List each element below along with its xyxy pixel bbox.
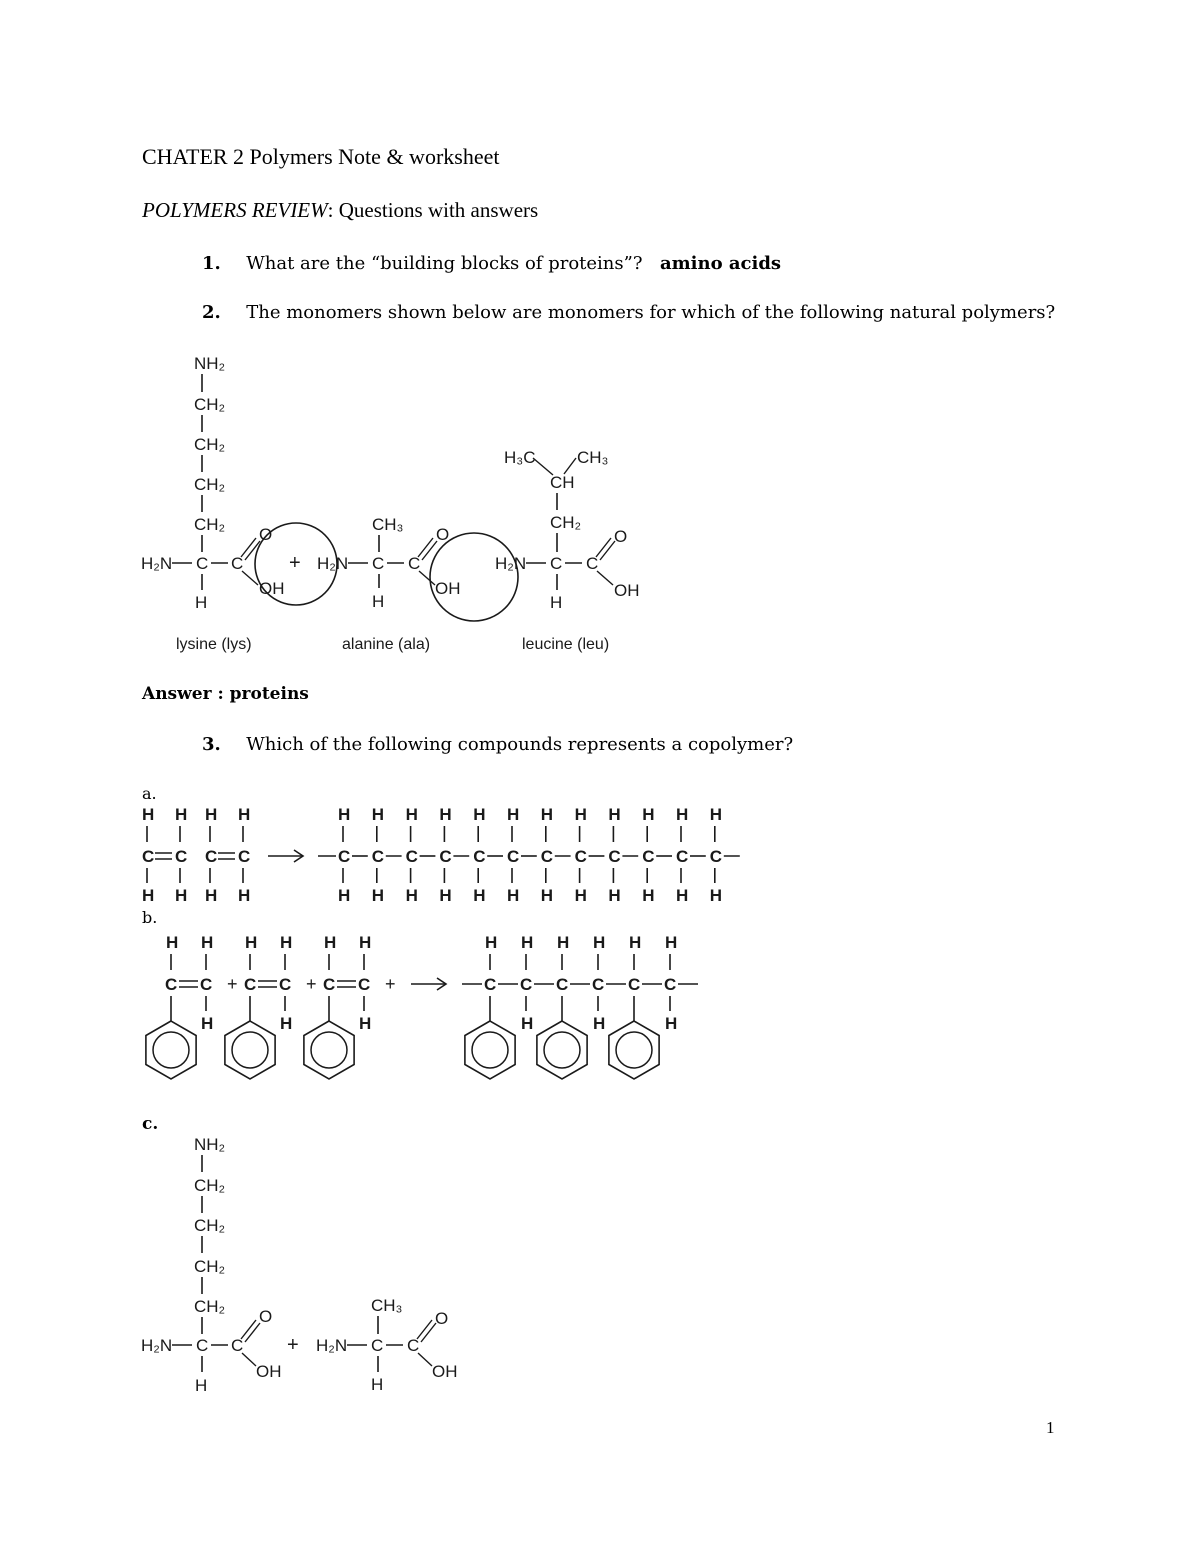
question-number: 1. xyxy=(202,253,221,274)
atom-c: C xyxy=(574,847,587,866)
question-number: 3. xyxy=(202,734,221,755)
svg-text:H: H xyxy=(238,886,251,905)
atom-h: H xyxy=(574,886,587,905)
group-oh: OH xyxy=(259,579,285,598)
svg-text:H: H xyxy=(521,933,534,952)
group-ch2: CH₂ xyxy=(194,1176,226,1195)
group-ch2: CH₂ xyxy=(194,395,226,414)
atom-c: C xyxy=(231,1336,244,1355)
answer-line: Answer : proteins xyxy=(142,684,309,704)
atom-c: C xyxy=(338,847,351,866)
atom-h: H xyxy=(405,805,418,824)
group-ch2: CH₂ xyxy=(194,435,226,454)
page-title: CHATER 2 Polymers Note & worksheet xyxy=(142,144,500,169)
atom-h: H xyxy=(608,886,621,905)
atom-h: H xyxy=(709,805,723,824)
option-b-label: b. xyxy=(142,908,158,927)
atom-h: H xyxy=(439,886,452,905)
amino-acid-name: alanine (ala) xyxy=(342,636,431,653)
atom-c: C xyxy=(407,1336,420,1355)
group-h2n: H₂N xyxy=(141,554,173,573)
plus-sign: + xyxy=(287,1334,299,1356)
group-h2n: H₂N xyxy=(495,554,527,573)
svg-text:C: C xyxy=(520,975,533,994)
group-nh2: NH₂ xyxy=(194,354,226,373)
amino-acid-name: lysine (lys) xyxy=(176,636,252,653)
svg-text:C: C xyxy=(556,975,569,994)
question-text: Which of the following compounds represents a copolymer? xyxy=(246,734,794,755)
atom-c: C xyxy=(196,1336,209,1355)
svg-text:C: C xyxy=(165,975,178,994)
section-heading-rest: : Questions with answers xyxy=(327,198,539,222)
svg-text:H: H xyxy=(359,1014,372,1033)
atom-c: C xyxy=(586,554,599,573)
group-h3c: H₃C xyxy=(504,448,536,467)
group-h2n: H₂N xyxy=(316,1336,348,1355)
atom-c: C xyxy=(371,1336,384,1355)
atom-h: H xyxy=(540,886,554,905)
atom-c: C xyxy=(372,554,385,573)
option-c-label: c. xyxy=(142,1114,159,1134)
group-ch2: CH₂ xyxy=(550,513,582,532)
atom-c: C xyxy=(231,554,244,573)
atom-c: C xyxy=(408,554,421,573)
svg-text:H: H xyxy=(175,805,188,824)
atom-h: H xyxy=(371,1375,384,1394)
svg-text:H: H xyxy=(166,933,179,952)
svg-text:C: C xyxy=(175,847,188,866)
atom-h: H xyxy=(676,886,689,905)
atom-c: C xyxy=(540,847,554,866)
group-ch: CH xyxy=(550,473,575,492)
svg-text:H: H xyxy=(557,933,570,952)
svg-text:C: C xyxy=(664,975,677,994)
atom-h: H xyxy=(195,593,208,612)
atom-h: H xyxy=(676,805,689,824)
svg-text:H: H xyxy=(201,1014,214,1033)
group-nh2: NH₂ xyxy=(194,1135,226,1154)
page-number: 1 xyxy=(1046,1418,1055,1437)
question-number: 2. xyxy=(202,302,221,323)
svg-text:C: C xyxy=(323,975,336,994)
svg-text:H: H xyxy=(201,933,214,952)
atom-c: C xyxy=(405,847,418,866)
atom-o: O xyxy=(259,525,273,544)
atom-c: C xyxy=(642,847,655,866)
svg-text:C: C xyxy=(592,975,605,994)
svg-text:H: H xyxy=(521,1014,534,1033)
atom-c: C xyxy=(473,847,486,866)
group-ch2: CH₂ xyxy=(194,1216,226,1235)
svg-text:+: + xyxy=(227,974,238,994)
atom-h: H xyxy=(338,805,351,824)
atom-h: H xyxy=(338,886,351,905)
atom-c: C xyxy=(608,847,621,866)
section-heading-italic: POLYMERS REVIEW xyxy=(142,198,328,222)
question-text: The monomers shown below are monomers for which of the following natural polymers? xyxy=(246,302,1056,323)
atom-h: H xyxy=(405,886,418,905)
svg-text:H: H xyxy=(629,933,642,952)
group-ch3: CH₃ xyxy=(372,515,404,534)
group-ch2: CH₂ xyxy=(194,515,226,534)
svg-text:H: H xyxy=(593,1014,606,1033)
group-ch2: CH₂ xyxy=(194,475,226,494)
group-ch3: CH₃ xyxy=(371,1296,403,1315)
svg-text:H: H xyxy=(280,1014,293,1033)
svg-text:C: C xyxy=(244,975,257,994)
svg-text:C: C xyxy=(628,975,641,994)
atom-c: C xyxy=(507,847,520,866)
atom-h: H xyxy=(195,1376,208,1395)
option-a-label: a. xyxy=(142,784,157,803)
atom-o: O xyxy=(259,1307,273,1326)
group-oh: OH xyxy=(432,1362,458,1381)
svg-text:H: H xyxy=(175,886,188,905)
group-ch2: CH₂ xyxy=(194,1257,226,1276)
atom-h: H xyxy=(371,886,385,905)
svg-text:C: C xyxy=(358,975,371,994)
atom-h: H xyxy=(371,805,385,824)
group-oh: OH xyxy=(614,581,640,600)
atom-c: C xyxy=(196,554,209,573)
svg-text:H: H xyxy=(142,886,155,905)
question-answer: amino acids xyxy=(659,253,782,274)
svg-text:C: C xyxy=(200,975,213,994)
atom-c: C xyxy=(709,847,723,866)
svg-text:H: H xyxy=(238,805,251,824)
atom-h: H xyxy=(709,886,723,905)
svg-text:C: C xyxy=(238,847,251,866)
atom-h: H xyxy=(439,805,452,824)
atom-h: H xyxy=(550,593,563,612)
svg-text:H: H xyxy=(359,933,372,952)
atom-h: H xyxy=(642,805,655,824)
amino-acid-name: leucine (leu) xyxy=(522,636,610,653)
atom-c: C xyxy=(371,847,385,866)
atom-c: C xyxy=(550,554,563,573)
atom-h: H xyxy=(540,805,554,824)
atom-o: O xyxy=(435,1309,449,1328)
svg-text:H: H xyxy=(205,805,218,824)
group-ch2: CH₂ xyxy=(194,1297,226,1316)
plus-sign: + xyxy=(289,552,301,574)
atom-h: H xyxy=(507,805,520,824)
atom-o: O xyxy=(436,525,450,544)
svg-text:H: H xyxy=(280,933,293,952)
group-h2n: H₂N xyxy=(141,1336,173,1355)
svg-text:C: C xyxy=(142,847,155,866)
svg-text:H: H xyxy=(665,933,678,952)
atom-h: H xyxy=(507,886,520,905)
svg-text:H: H xyxy=(665,1014,678,1033)
question-text: What are the “building blocks of proteins”? xyxy=(246,253,643,274)
svg-text:+: + xyxy=(306,974,317,994)
svg-text:C: C xyxy=(205,847,218,866)
atom-h: H xyxy=(473,805,486,824)
atom-h: H xyxy=(608,805,621,824)
atom-h: H xyxy=(574,805,587,824)
svg-text:C: C xyxy=(279,975,292,994)
atom-c: C xyxy=(439,847,452,866)
atom-h: H xyxy=(473,886,486,905)
svg-text:C: C xyxy=(484,975,497,994)
svg-text:H: H xyxy=(324,933,337,952)
svg-text:H: H xyxy=(142,805,155,824)
svg-text:H: H xyxy=(245,933,258,952)
atom-h: H xyxy=(372,592,385,611)
svg-text:H: H xyxy=(593,933,606,952)
group-oh: OH xyxy=(256,1362,282,1381)
group-ch3: CH₃ xyxy=(577,448,609,467)
atom-o: O xyxy=(614,527,628,546)
group-oh: OH xyxy=(435,579,461,598)
svg-text:H: H xyxy=(485,933,498,952)
svg-text:+: + xyxy=(385,974,396,994)
group-h2n: H₂N xyxy=(317,554,349,573)
atom-h: H xyxy=(642,886,655,905)
svg-text:H: H xyxy=(205,886,218,905)
atom-c: C xyxy=(676,847,689,866)
